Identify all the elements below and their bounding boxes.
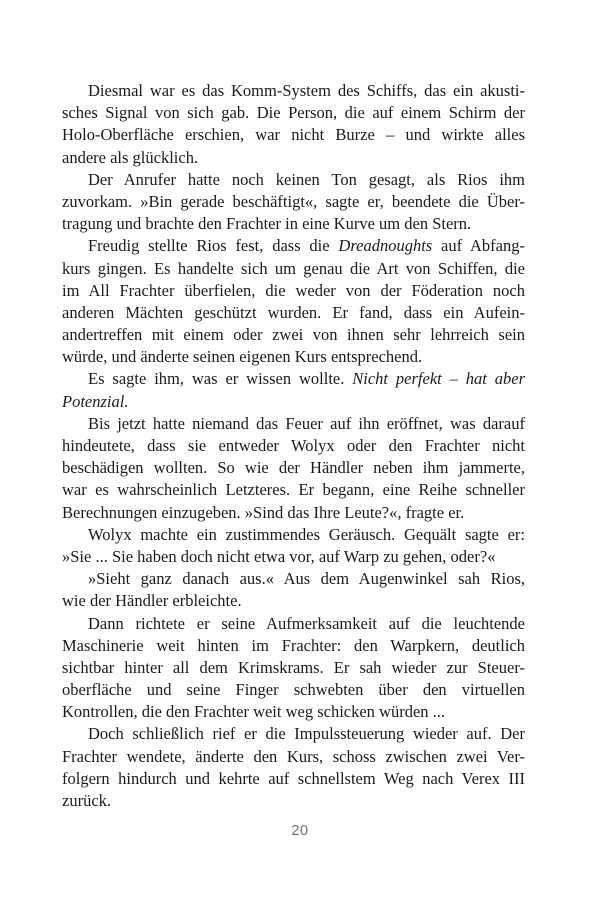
text-line (62, 191, 525, 213)
text-segment: Diesmal war es das Komm-System des Schiffs, das ein akusti- (88, 81, 525, 100)
text-line (62, 324, 525, 346)
text-line (62, 258, 525, 280)
text-segment: Der Anrufer hatte noch keinen Ton gesagt, als Rios ihm (88, 169, 525, 189)
italic-text-segment: Dreadnoughts (338, 236, 433, 256)
text-line (62, 502, 525, 524)
text-segment: war es wahrscheinlich Letzteres. Er begann, eine Reihe schneller (62, 480, 525, 500)
text-line (62, 635, 525, 657)
text-segment: hindeutete, dass sie entweder Wolyx oder den Frachter nicht (62, 436, 525, 455)
italic-text-segment: Nicht perfekt – hat aber (352, 369, 525, 389)
text-segment: andertreffen mit einem oder zwei von ihnen sehr lehrreich sein (62, 325, 525, 345)
text-line (62, 413, 525, 435)
text-segment: zurück. (62, 791, 112, 810)
text-segment: Kontrollen, die den Frachter weit weg schicken würden ... (62, 702, 446, 722)
text-segment: wie der Händler erbleichte. (62, 591, 242, 611)
text-segment: Es sagte ihm, was er wissen wollte. (88, 369, 353, 389)
text-line (62, 746, 525, 768)
text-segment: Berechnungen einzugeben. »Sind das Ihre Leute?«, fragte er. (62, 502, 465, 522)
text-segment: Bis jetzt hatte niemand das Feuer auf ihn eröffnet, was darauf (88, 413, 525, 433)
text-line (62, 80, 525, 102)
text-segment: »Sieht ganz danach aus.« Aus dem Augenwinkel sah Rios, (88, 569, 525, 589)
italic-text-segment: Potenzial. (62, 391, 129, 411)
text-segment: auf Abfang- (432, 236, 525, 256)
text-segment: tragung und brachte den Frachter in eine Kurve um den Stern. (62, 214, 472, 234)
text-line (62, 368, 525, 390)
text-segment: anderen Mächten geschützt wurden. Er fand, dass ein Aufein- (62, 302, 525, 322)
text-segment: Wolyx machte ein zustimmendes Geräusch. Gequält sagte er: (88, 524, 525, 544)
text-line (62, 169, 525, 191)
text-line (62, 613, 525, 635)
text-line (62, 546, 525, 568)
text-segment: sches Signal von sich gab. Die Person, die auf einem Schirm der (62, 103, 525, 123)
text-segment: »Sie ... Sie haben doch nicht etwa vor, auf Warp zu gehen, oder?« (62, 546, 496, 566)
text-line (62, 457, 525, 479)
text-segment: im All Frachter überfielen, die weder von der Föderation noch (62, 280, 525, 300)
text-segment: Holo-Oberfläche erschien, war nicht Burze – und wirkte alles (62, 125, 525, 145)
text-line (62, 280, 525, 302)
text-line (62, 590, 525, 612)
text-line (62, 723, 525, 745)
text-segment: Frachter wendete, änderte den Kurs, schoss zwischen zwei Ver- (62, 746, 525, 766)
text-line (62, 124, 525, 146)
text-segment: oberfläche und seine Finger schwebten über den virtuellen (62, 680, 525, 700)
text-line (62, 147, 525, 169)
text-line (62, 391, 525, 413)
text-segment: Freudig stellte Rios fest, dass die (88, 236, 339, 256)
text-line (62, 768, 525, 790)
text-segment: Dann richtete er seine Aufmerksamkeit auf die leuchtende (88, 613, 525, 633)
text-line (62, 435, 525, 457)
text-line (62, 568, 525, 590)
text-segment: würde, und änderte seinen eigenen Kurs entsprechend. (62, 347, 423, 367)
text-segment: beschädigen wollten. So wie der Händler neben ihm jammerte, (62, 458, 525, 478)
text-segment: Doch schließlich rief er die Impulssteuerung wieder auf. Der (88, 724, 525, 744)
text-segment: zuvorkam. »Bin gerade beschäftigt«, sagte er, beendete die Über- (62, 191, 525, 211)
text-line (62, 657, 525, 679)
text-line (62, 524, 525, 546)
text-segment: andere als glücklich. (62, 147, 199, 167)
text-line (62, 679, 525, 701)
text-line (62, 479, 525, 501)
text-line (62, 302, 525, 324)
text-line (62, 235, 525, 257)
text-line (62, 790, 525, 812)
page-text (62, 80, 525, 812)
text-line (62, 102, 525, 124)
text-line (62, 213, 525, 235)
page-number: 20 (291, 823, 309, 839)
text-line (62, 701, 525, 723)
text-segment: folgern hindurch und kehrte auf schnellstem Weg nach Verex III (62, 768, 525, 788)
text-line (62, 346, 525, 368)
text-segment: Maschinerie weit hinten im Frachter: den Warpkern, deutlich (62, 635, 525, 655)
text-segment: kurs gingen. Es handelte sich um genau die Art von Schiffen, die (62, 258, 525, 278)
text-segment: sichtbar hinter all dem Krimskrams. Er sah wieder zur Steuer- (62, 657, 525, 677)
